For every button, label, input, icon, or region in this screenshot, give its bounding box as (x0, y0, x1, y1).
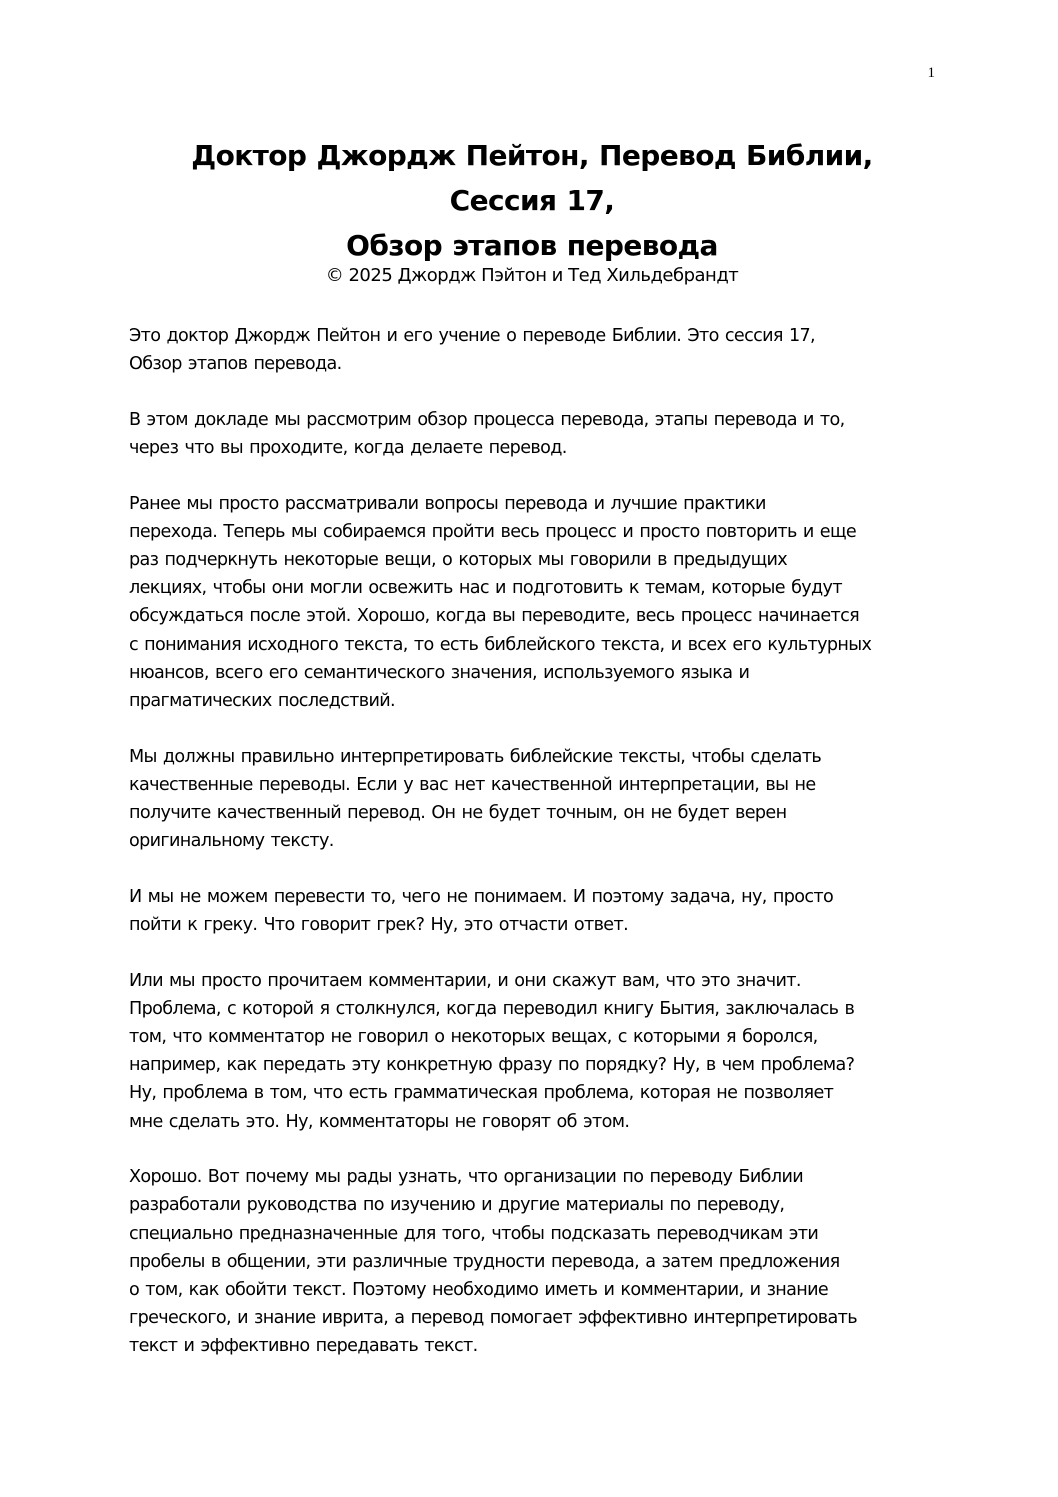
paragraph-line: Обзор этапов перевода. (129, 354, 342, 375)
paragraph-line: Это доктор Джордж Пейтон и его учение о переводе Библии. Это сессия 17, (129, 326, 816, 346)
paragraph-line: Ранее мы просто рассматривали вопросы перевода и лучшие практики (129, 493, 766, 514)
document-title-line-3: Обзор этапов перевода (346, 229, 718, 262)
paragraph-2 (129, 406, 944, 462)
paragraph-line: раз подчеркнуть некоторые вещи, о которых мы говорили в предыдущих (129, 550, 788, 570)
document-title-line-1: Доктор Джордж Пейтон, Перевод Библии, (191, 139, 873, 172)
document-title-line-2: Сессия 17, (449, 184, 615, 217)
paragraph-line: текст и эффективно передавать текст. (129, 1336, 478, 1357)
paragraph-line: Ну, проблема в том, что есть грамматическая проблема, которая не позволяет (129, 1083, 834, 1104)
paragraph-3 (129, 490, 944, 716)
paragraph-line: Мы должны правильно интерпретировать библейские тексты, чтобы сделать (129, 746, 822, 767)
paragraph-line: через что вы проходите, когда делаете перевод. (129, 438, 567, 458)
paragraph-line: оригинальному тексту. (129, 831, 334, 852)
paragraph-line: мне сделать это. Ну, комментаторы не говорят об этом. (129, 1111, 630, 1132)
paragraph-line: получите качественный перевод. Он не будет точным, он не будет верен (129, 803, 787, 824)
paragraph-4 (129, 743, 944, 856)
paragraph-line: Хорошо. Вот почему мы рады узнать, что организации по переводу Библии (129, 1167, 804, 1188)
paragraph-line: том, что комментатор не говорил о некоторых вещах, с которыми я боролся, (129, 1027, 818, 1048)
paragraph-7 (129, 1163, 944, 1360)
paragraph-line: пойти к греку. Что говорит грек? Ну, это отчасти ответ. (129, 915, 629, 936)
paragraph-line: качественные переводы. Если у вас нет качественной интерпретации, вы не (129, 774, 816, 795)
document-header (100, 133, 964, 290)
paragraph-line: разработали руководства по изучению и другие материалы по переводу, (129, 1195, 785, 1216)
paragraph-5 (129, 883, 944, 939)
paragraph-line: И мы не можем перевести то, чего не понимаем. И поэтому задача, ну, просто (129, 886, 834, 907)
paragraph-line: специально предназначенные для того, чтобы подсказать переводчикам эти (129, 1223, 819, 1244)
paragraph-line: с понимания исходного текста, то есть библейского текста, и всех его культурных (129, 634, 872, 655)
paragraph-line: обсуждаться после этой. Хорошо, когда вы переводите, весь процесс начинается (129, 606, 860, 627)
paragraph-line: например, как передать эту конкретную фразу по порядку? Ну, в чем проблема? (129, 1055, 855, 1076)
paragraph-line: Проблема, с которой я столкнулся, когда переводил книгу Бытия, заключалась в (129, 998, 855, 1019)
paragraph-line: В этом докладе мы рассмотрим обзор процесса перевода, этапы перевода и то, (129, 409, 845, 430)
paragraph-line: лекциях, чтобы они могли освежить нас и подготовить к темам, которые будут (129, 578, 842, 599)
paragraph-line: прагматических последствий. (129, 691, 395, 712)
paragraph-line: перехода. Теперь мы собираемся пройти весь процесс и просто повторить и еще (129, 521, 857, 542)
paragraph-line: пробелы в общении, эти различные трудности перевода, а затем предложения (129, 1251, 840, 1272)
paragraph-line: греческого, и знание иврита, а перевод помогает эффективно интерпретировать (129, 1308, 857, 1329)
document-body (129, 322, 944, 1388)
paragraph-6 (129, 967, 944, 1136)
paragraph-line: нюансов, всего его семантического значения, используемого языка и (129, 662, 750, 683)
paragraph-1 (129, 322, 944, 378)
paragraph-line: о том, как обойти текст. Поэтому необходимо иметь и комментарии, и знание (129, 1280, 829, 1301)
copyright-notice: © 2025 Джордж Пэйтон и Тед Хильдебрандт (325, 265, 739, 286)
page-number: 1 (927, 65, 935, 81)
paragraph-line: Или мы просто прочитаем комментарии, и они скажут вам, что это значит. (129, 970, 801, 991)
